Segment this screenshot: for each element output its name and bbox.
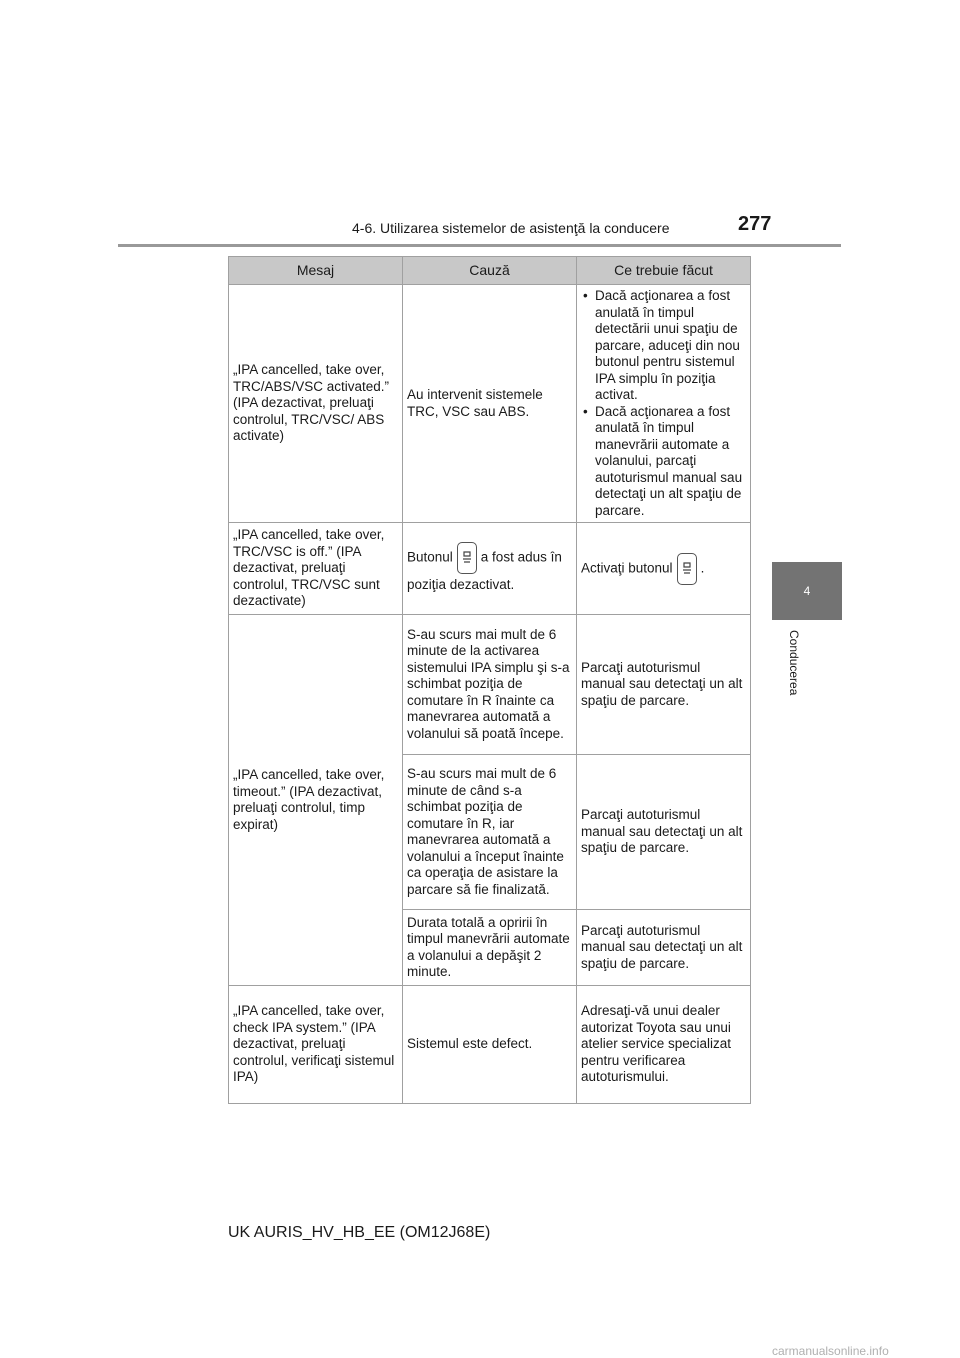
cause-cell: Au intervenit sistemele TRC, VSC sau ABS. [403, 285, 577, 523]
vsc-off-switch-icon [457, 542, 477, 574]
cause-cell: S-au scurs mai mult de 6 minute de când s-a schimbat poziţia de comutare în R, iar manevrarea automată a volanului a început înainte ca operaţia de asistare la parcare să fie finalizată. [403, 755, 577, 910]
header-rule [118, 244, 841, 247]
action-cell: Parcaţi autoturismul manual sau detectaţi un alt spaţiu de parcare. [577, 755, 751, 910]
action-list [581, 288, 746, 519]
cause-text-before: Butonul [407, 549, 453, 565]
list-item: • Dacă acţionarea a fost anulată în timpul detectării unui spaţiu de parcare, aduceţi din nou butonul pentru sistemul IPA simplu în poziţia activat. [581, 288, 746, 404]
header-mesaj: Mesaj [229, 257, 403, 285]
message-table [228, 256, 751, 1104]
action-cell: Parcaţi autoturismul manual sau detectaţi un alt spaţiu de parcare. [577, 615, 751, 755]
chapter-number: 4 [803, 584, 811, 598]
header-cauza: Cauză [403, 257, 577, 285]
vsc-off-switch-icon [677, 553, 697, 585]
action-cell: Parcaţi autoturismul manual sau detectaţi un alt spaţiu de parcare. [577, 910, 751, 986]
cause-cell: Sistemul este defect. [403, 986, 577, 1104]
table-row [229, 986, 751, 1104]
page-number: 277 [738, 213, 772, 235]
list-item: • Dacă acţionarea a fost anulată în timpul manevrării automate a volanului, parcaţi autoturismul manual sau detectaţi un alt spaţiu de parcare. [581, 404, 746, 520]
table-row [229, 285, 751, 523]
message-cell: „IPA cancelled, take over, TRC/VSC is off.” (IPA dezactivat, preluaţi controlul, TRC/VSC sunt dezactivate) [229, 523, 403, 615]
cause-cell [403, 523, 577, 615]
cause-cell: S-au scurs mai mult de 6 minute de la activarea sistemului IPA simplu şi s-a schimbat poziţia de comutare în R înainte ca manevrarea automată a volanului să poată începe. [403, 615, 577, 755]
action-cell: Adresaţi-vă unui dealer autorizat Toyota sau unui atelier service specializat pentru verificarea autoturismului. [577, 986, 751, 1104]
cause-cell: Durata totală a opririi în timpul manevrării automate a volanului a depăşit 2 minute. [403, 910, 577, 986]
action-text-before: Activaţi butonul [581, 560, 673, 576]
section-title: 4-6. Utilizarea sistemelor de asistenţă la conducere [352, 220, 670, 236]
table-row [229, 523, 751, 615]
action-cell [577, 523, 751, 615]
chapter-label: Conducerea [787, 630, 801, 696]
header-ce-trebuie-facut: Ce trebuie făcut [577, 257, 751, 285]
message-cell: „IPA cancelled, take over, check IPA system.” (IPA dezactivat, preluaţi controlul, verificaţi sistemul IPA) [229, 986, 403, 1104]
table-row [229, 615, 751, 755]
message-cell: „IPA cancelled, take over, timeout.” (IPA dezactivat, preluaţi controlul, timp expirat) [229, 615, 403, 986]
watermark: carmanualsonline.info [772, 1344, 889, 1358]
chapter-tab[interactable] [772, 562, 842, 620]
action-cell [577, 285, 751, 523]
manual-code: UK AURIS_HV_HB_EE (OM12J68E) [228, 1224, 491, 1241]
table-header-row [229, 257, 751, 285]
message-cell: „IPA cancelled, take over, TRC/ABS/VSC activated.” (IPA dezactivat, preluaţi controlul, TRC/VSC/ ABS activate) [229, 285, 403, 523]
action-text-after: . [700, 560, 705, 576]
cause-text-after: a fost adus în poziţia dezactivat. [407, 549, 562, 592]
